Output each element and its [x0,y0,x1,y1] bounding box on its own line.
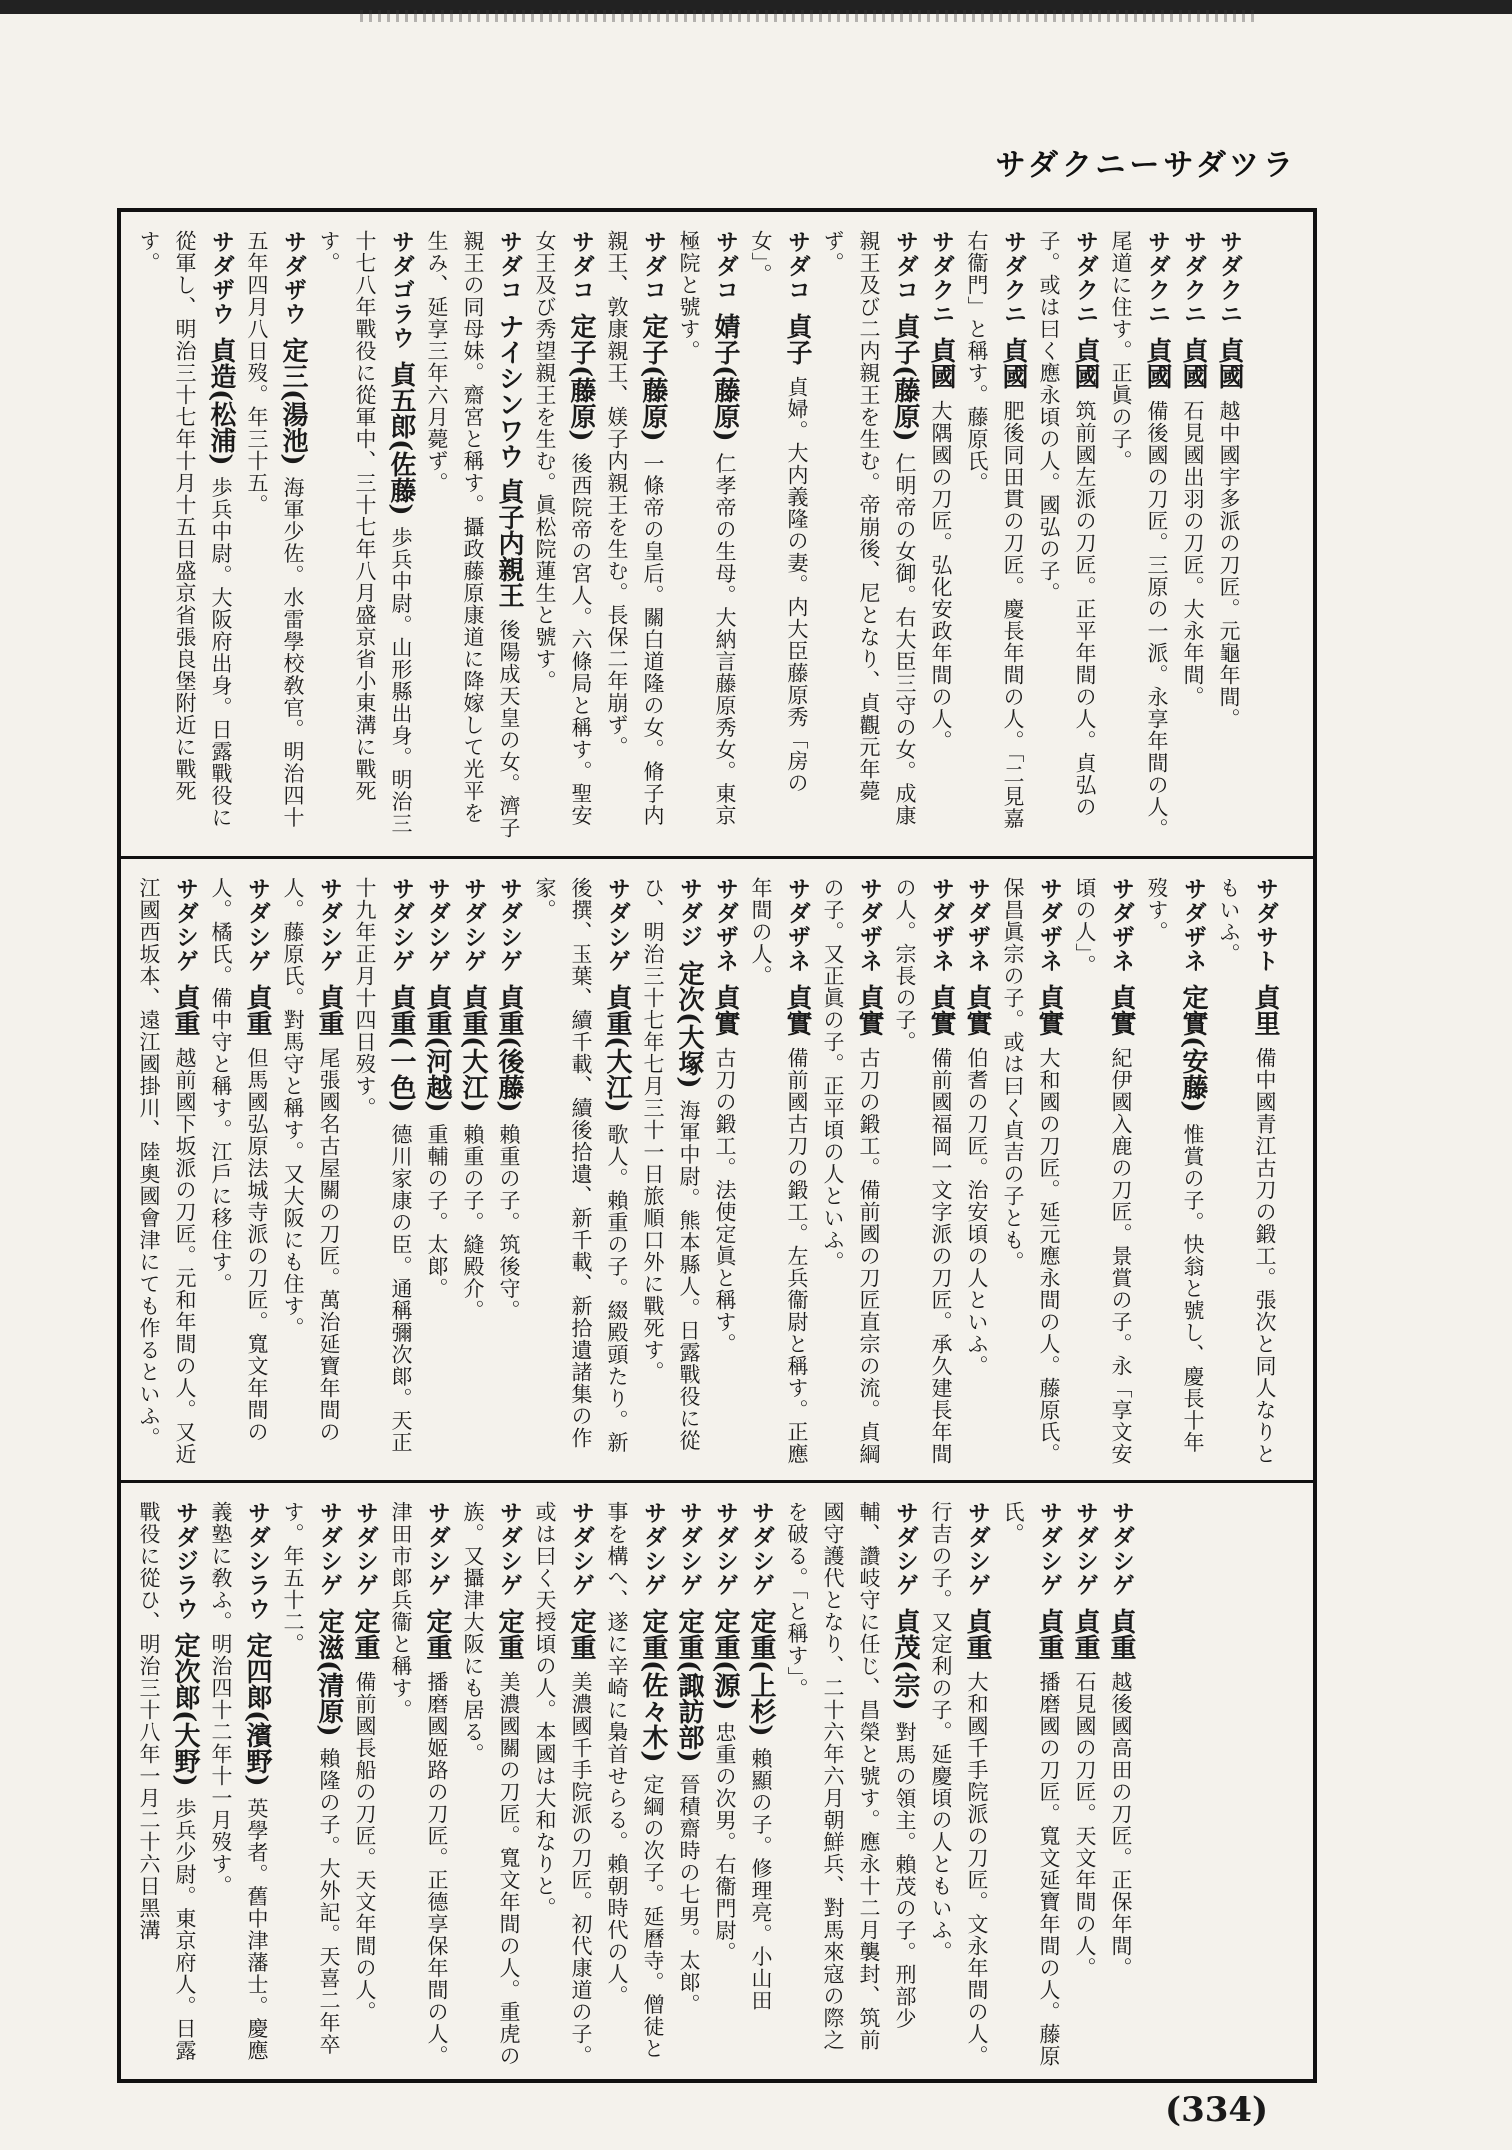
entry-name: 定重(源) [710,1608,740,1711]
entry-description: 惟賞の子。快翁と號し、慶長十年歿す。 [1145,877,1205,1454]
entry-reading: サダシゲ [460,877,486,973]
entry-reading: サダクニ [1144,230,1170,326]
entry-description: 一條帝の皇后。關白道隆の女。脩子内親王、敦康親王、媄子内親王を生む。長保二年崩ず。 [605,230,665,827]
entry-reading: サダシゲ [1108,1501,1134,1597]
dictionary-entry [1103,1501,1139,2069]
dictionary-entry [635,877,707,1466]
entry-name: 貞重 [314,984,344,1036]
entry-description: 越中國宇多派の刀匠。元龜年間。 [1217,400,1241,730]
entry-reading: サダジ [676,877,702,949]
entry-name: 貞國 [1178,337,1208,389]
entry-reading: サダシゲ [676,1501,702,1597]
entry-name: 貞國 [1214,337,1244,389]
entry-description: 越後國高田の刀匠。正保年間。 [1109,1671,1133,1979]
entry-description: 賴重の子。筑後守。 [497,1123,521,1322]
entry-description: 古刀の鍛工。備前國の刀匠直宗の流。貞綱の子。又正眞の子。正平頃の人といふ。 [821,877,881,1465]
entry-reading: サダザネ [712,877,738,973]
entry-reading: サダシゲ [388,877,414,973]
entry-name: 貞實 [710,984,740,1036]
entry-name: 貞里 [1250,984,1280,1036]
dictionary-entry [1211,230,1247,842]
entry-description: 歩兵中尉。大阪府出身。日露戰役に從軍し、明治三十七年十月十五日盛京省張良堡附近に戰死す。 [137,230,233,829]
dictionary-entry [347,1501,383,2069]
entry-description: 仁明帝の女御。右大臣三守の女。成康親王及び二内親王を生む。帝崩後、尼となり、貞觀元年薨ず。 [821,230,917,827]
entry-reading: サダコ [892,230,918,302]
entry-name: 定重 [422,1608,452,1660]
entry-description: 歌人。賴重の子。綴殿頭たり。新後撰、玉葉、續千載、續後拾遺、新千載、新拾遺諸集の作家。 [533,877,629,1454]
entry-reading: サダザネ [856,877,882,973]
entry-name: 定次(大塚) [674,960,704,1089]
dictionary-entry [707,877,743,1466]
entry-description: 播磨國の刀匠。寬文延寶年間の人。藤原氏。 [1001,1501,1061,2067]
entry-reading: サダシゲ [1072,1501,1098,1597]
entry-description: 對馬の領主。賴茂の子。刑部少輔、讚岐守に任じ、昌榮と號す。應永十二月襲封、筑前國守護代となり、二十六年六月朝鮮兵、對馬來寇の際之を破る。「と稱す」。 [785,1501,917,2051]
entry-description: 美濃國關の刀匠。寬文年間の人。重虎の族。又攝津大阪にも居る。 [461,1501,521,2067]
entry-description: 備後國の刀匠。三原の一派。永享年間の人。尾道に住す。正眞の子。 [1109,230,1169,840]
page-top-edge [0,0,1512,14]
section-3 [121,1480,1313,2079]
entry-reading: サダクニ [928,230,954,326]
dictionary-entry [275,877,347,1466]
entry-reading: サダシゲ [604,877,630,973]
dictionary-entry [1211,877,1283,1466]
entry-description: 定綱の次子。延曆寺。僧徒と事を構へ、遂に辛崎に梟首せらる。賴朝時代の人。 [605,1501,665,2060]
dictionary-entry [995,1501,1067,2069]
entry-reading: サダクニ [1180,230,1206,326]
entry-name: 貞實 [962,984,992,1036]
dictionary-entry [275,1501,347,2069]
entry-reading: サダザネ [1036,877,1062,973]
dictionary-entry [815,877,887,1466]
entry-reading: サダクニ [1072,230,1098,326]
entry-description: 備中國青江古刀の鍛工。張次と同人なりともいふ。 [1217,877,1277,1465]
entry-name: 定重(諏訪部) [674,1608,704,1763]
entry-name: 貞子(藤原) [890,313,920,442]
entry-name: 貞實 [1106,984,1136,1036]
entry-name: 貞造(松浦) [206,337,236,466]
entry-description: 備前國福岡一文字派の刀匠。承久建長年間の人。宗長の子。 [893,877,953,1465]
entry-name: 貞實 [926,984,956,1036]
entry-reading: サダザネ [928,877,954,973]
entry-reading: サダザウ [280,230,306,326]
entry-column-group [121,212,1263,852]
dictionary-entry [491,877,527,1466]
entry-description: 筑前國左派の刀匠。正平年間の人。貞弘の子。或は曰く應永頃の人。國弘の子。 [1037,230,1097,818]
entry-name: 貞實 [782,984,812,1036]
entry-reading: サダシゲ [568,1501,594,1597]
dictionary-entry [455,1501,527,2069]
entry-description: 伯耆の刀匠。治安頃の人といふ。 [965,1047,989,1377]
entry-reading: サダコ [568,230,594,302]
entry-reading: サダシゲ [424,1501,450,1597]
entry-description: 英學者。舊中津藩士。慶應義塾に敎ふ。明治四十二年十一月歿す。 [209,1501,269,2062]
dictionary-entry [527,877,635,1466]
dictionary-entry [923,230,959,842]
dictionary-entry [419,230,527,842]
dictionary-entry [671,1501,707,2069]
entry-name: 貞實 [854,984,884,1036]
section-2 [121,856,1313,1476]
dictionary-entry [599,1501,671,2069]
entry-description: 海軍少佐。水雷學校敎官。明治四十五年四月八日歿。年三十五。 [245,230,305,829]
entry-description: 播磨國姬路の刀匠。正德享保年間の人。津田市郞兵衞と稱す。 [389,1501,449,2067]
entry-reading: サダシゲ [892,1501,918,1597]
entry-description: 備前國古刀の鍛工。左兵衞尉と稱す。正應年間の人。 [749,877,809,1465]
entry-reading: サダシゲ [424,877,450,973]
entry-reading: サダシゲ [316,1501,342,1597]
entry-name: 貞重(後藤) [494,984,524,1113]
section-1 [121,212,1313,852]
dictionary-entry [383,1501,455,2069]
entry-description: 石見國出羽の刀匠。大永年間。 [1181,400,1205,708]
entry-description: 重輔の子。太郞。 [425,1123,449,1300]
dictionary-entry [1067,1501,1103,2069]
entry-reading: サダシゲ [748,1501,774,1597]
entry-name: 定四郞(濱野) [242,1632,272,1787]
entry-name: 定重 [566,1608,596,1660]
dictionary-entry [923,1501,995,2069]
entry-description: 大隅國の刀匠。弘化安政年間の人。 [929,400,953,752]
entry-description: 忠重の次男。右衞門尉。 [713,1721,737,1964]
entry-reading: サダシゲ [964,1501,990,1597]
dictionary-entry [707,1501,743,2069]
entry-description: 紀伊國入鹿の刀匠。景賞の子。永「享文安頃の人」。 [1073,877,1133,1465]
entry-description: 後西院帝の宮人。六條局と稱す。聖安女王及び秀望親王を生む。眞松院蓮生と號す。 [533,230,593,827]
dictionary-frame [117,208,1317,2083]
entry-description: 德川家康の臣。通稱彌次郞。天正十九年正月十四日歿す。 [353,877,413,1454]
entry-description: 歩兵中尉。山形縣出身。明治三十七八年戰役に從軍中、三十七年八月盛京省小東溝に戰死す。 [317,230,413,835]
entry-name: 貞重(大江) [602,984,632,1113]
entry-name: 貞重(河越) [422,984,452,1113]
entry-description: 歩兵少尉。東京府人。日露戰役に從ひ、明治三十八年一月二十六日黑溝 [137,1501,197,2062]
entry-description: 但馬國弘原法城寺派の刀匠。寬文年間の人。橘氏。備中守と稱す。江戶に移住す。 [209,877,269,1443]
entry-name: 貞重 [242,984,272,1036]
entry-name: 貞重(一色) [386,984,416,1113]
entry-reading: サダシゲ [172,877,198,973]
entry-name: 定子(藤原) [566,313,596,442]
dictionary-entry [959,230,1031,842]
entry-column-group [121,1483,1155,2079]
entry-reading: サダシゲ [1036,1501,1062,1597]
entry-name: 貞重 [1106,1608,1136,1660]
entry-description: 賴隆の子。大外記。天喜二年卒す。年五十二。 [281,1501,341,2056]
entry-reading: サダシゲ [352,1501,378,1597]
entry-reading: サダコ [496,230,522,302]
entry-name: 貞重 [170,984,200,1036]
entry-reading: サダザネ [1108,877,1134,973]
entry-description: 海軍中尉。熊本縣人。日露戰役に從ひ、明治三十七年七月三十一日旅順口外に戰死す。 [641,877,701,1452]
entry-description: 後陽成天皇の女。濟子親王の同母妹。齋宮と稱す。攝政藤原康道に降嫁して光平を生み、延享三年六月薨ず。 [425,230,521,840]
entry-name: 貞國 [926,337,956,389]
dictionary-entry [455,877,491,1466]
dictionary-entry [743,877,815,1466]
entry-reading: サダジラウ [172,1501,198,1621]
entry-name: 貞國 [1070,337,1100,389]
dictionary-entry [995,877,1067,1466]
dictionary-entry [527,1501,599,2069]
entry-description: 大和國の刀匠。延元應永間の人。藤原氏。保昌眞宗の子。或は曰く貞吉の子とも。 [1001,877,1061,1465]
dictionary-entry [311,230,419,842]
entry-name: 定次郞(大野) [170,1632,200,1787]
entry-description: 大和國千手院派の刀匠。文永年間の人。行吉の子。又定利の子。延慶頃の人ともいふ。 [929,1501,989,2067]
running-header: サダクニーサダツラ [995,148,1297,183]
entry-reading: サダコ [784,230,810,302]
entry-reading: サダシゲ [496,877,522,973]
dictionary-entry [1067,877,1139,1466]
entry-reading: サダクニ [1216,230,1242,326]
dictionary-entry [1139,877,1211,1466]
entry-column-group [121,859,1299,1476]
dictionary-entry [743,230,815,842]
entry-description: 古刀の鍛工。法使定眞と稱す。 [713,1047,737,1355]
entry-name: 貞茂(宗) [890,1608,920,1711]
entry-reading: サダコ [640,230,666,302]
dictionary-entry [419,877,455,1466]
dictionary-entry [347,877,419,1466]
entry-name: 貞重 [1034,1608,1064,1660]
entry-name: 定重(上杉) [746,1608,776,1737]
entry-name: 貞重 [962,1608,992,1660]
entry-description: 肥後同田貫の刀匠。慶長年間の人。「二見嘉右衞門」と稱す。藤原氏。 [965,230,1025,830]
entry-reading: サダシゲ [244,877,270,973]
page-number: (334) [1165,2090,1269,2130]
entry-description: 尾張國名古屋關の刀匠。萬治延寶年間の人。藤原氏。對馬守と稱す。又大阪にも住す。 [281,877,341,1443]
dictionary-entry [203,1501,275,2069]
dictionary-entry [671,230,743,842]
entry-reading: サダサト [1252,877,1278,973]
dictionary-entry [887,877,959,1466]
entry-reading: サダクニ [1000,230,1026,326]
dictionary-entry [1175,230,1211,842]
entry-name: 貞子 [782,313,812,365]
entry-description: 美濃國千手院派の刀匠。初代康道の子。或は曰く天授頃の人。本國は大和なりと。 [533,1501,593,2067]
entry-reading: サダシゲ [496,1501,522,1597]
entry-description: 賴重の子。縫殿介。 [461,1123,485,1322]
entry-reading: サダシゲ [712,1501,738,1597]
entry-reading: サダザネ [784,877,810,973]
entry-reading: サダシゲ [316,877,342,973]
entry-description: 仁孝帝の生母。大納言藤原秀女。東京極院と號す。 [677,230,737,827]
entry-name: 婧子(藤原) [710,313,740,442]
entry-reading: サダザネ [1180,877,1206,973]
entry-name: 定重 [494,1608,524,1660]
dictionary-entry [743,1501,779,2069]
entry-description: 晉積齋時の七男。太郞。 [677,1773,701,2016]
entry-reading: サダシラウ [244,1501,270,1621]
dictionary-entry [131,1501,203,2069]
entry-description: 備前國長船の刀匠。天文年間の人。 [353,1671,377,2023]
entry-reading: サダシゲ [640,1501,666,1597]
entry-reading: サダザウ [208,230,234,326]
entry-name: 定重 [350,1608,380,1660]
entry-reading: サダコ [712,230,738,302]
entry-name: 貞實 [1034,984,1064,1036]
dictionary-entry [239,230,311,842]
entry-name: 貞重 [1070,1608,1100,1660]
entry-name: 貞重(大江) [458,984,488,1113]
entry-reading: サダゴラウ [388,230,414,350]
dictionary-entry [527,230,599,842]
dictionary-entry [1031,230,1103,842]
entry-reading: サダザネ [964,877,990,973]
dictionary-entry [959,877,995,1466]
entry-description: 越前國下坂派の刀匠。元和年間の人。又近江國西坂本、遠江國掛川、陸奧國會津にても作るといふ。 [137,877,197,1465]
entry-name: 定三(湯池) [278,337,308,466]
dictionary-entry [815,230,923,842]
entry-name: 定實(安藤) [1178,984,1208,1113]
entry-description: 賴顯の子。修理亮。小山田 [749,1747,773,2012]
dictionary-entry [131,230,239,842]
dictionary-entry [599,230,671,842]
dictionary-entry [779,1501,923,2069]
entry-name: 貞國 [1142,337,1172,389]
entry-description: 貞婦。大内義隆の妻。内大臣藤原秀「房の女」。 [749,230,809,794]
entry-description: 石見國の刀匠。天文年間の人。 [1073,1671,1097,1979]
dictionary-entry [1103,230,1175,842]
entry-name: 定重(佐々木) [638,1608,668,1763]
entry-name: 定子(藤原) [638,313,668,442]
entry-name: 貞五郎(佐藤) [386,361,416,516]
dictionary-entry [131,877,203,1466]
dictionary-entry [203,877,275,1466]
entry-name: ナイシンワウ 貞子内親王 [494,313,524,609]
entry-name: 定滋(清原) [314,1608,344,1737]
entry-name: 貞國 [998,337,1028,389]
